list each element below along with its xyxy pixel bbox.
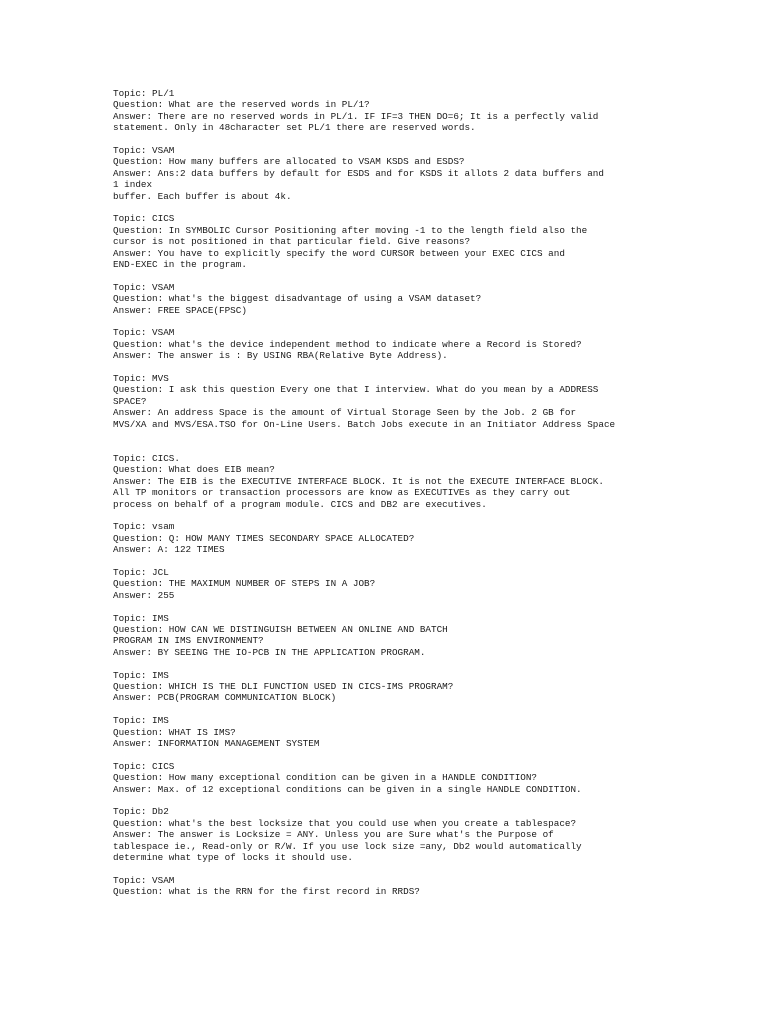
topic-line: Topic: vsam bbox=[113, 521, 175, 533]
answer-line: Answer: PCB(PROGRAM COMMUNICATION BLOCK) bbox=[113, 692, 337, 704]
question-line: Question: I ask this question Every one that I interview. What do you mean by a ADDRESS bbox=[113, 384, 599, 396]
answer-line: Answer: Max. of 12 exceptional conditions can be given in a single HANDLE CONDITION. bbox=[113, 783, 582, 795]
topic-line: Topic: IMS bbox=[113, 669, 169, 681]
question-line: Question: What does EIB mean? bbox=[113, 464, 275, 476]
topic-line: Topic: VSAM bbox=[113, 327, 175, 339]
answer-line: process on behalf of a program module. CICS and DB2 are executives. bbox=[113, 498, 487, 510]
answer-line: Answer: There are no reserved words in PL/1. IF IF=3 THEN DO=6; It is a perfectly valid bbox=[113, 110, 599, 122]
question-line: Question: What are the reserved words in PL/1? bbox=[113, 99, 370, 111]
topic-line: Topic: Db2 bbox=[113, 806, 169, 818]
question-line: Question: WHICH IS THE DLI FUNCTION USED IN CICS-IMS PROGRAM? bbox=[113, 680, 454, 692]
answer-line: Answer: The answer is : By USING RBA(Relative Byte Address). bbox=[113, 350, 448, 362]
qa-entry-vsam-secondary bbox=[113, 521, 713, 555]
answer-line: Answer: A: 122 TIMES bbox=[113, 544, 225, 556]
question-line: Question: what's the biggest disadvantage of using a VSAM dataset? bbox=[113, 293, 482, 305]
answer-line: Answer: The EIB is the EXECUTIVE INTERFACE BLOCK. It is not the EXECUTE INTERFACE BLOCK. bbox=[113, 475, 604, 487]
answer-line: buffer. Each buffer is about 4k. bbox=[113, 190, 292, 202]
topic-line: Topic: CICS. bbox=[113, 452, 180, 464]
question-line: Question: what is the RRN for the first record in RRDS? bbox=[113, 886, 420, 898]
answer-line: 1 index bbox=[113, 179, 153, 191]
qa-entry-ims-dli bbox=[113, 670, 713, 704]
qa-entry-ims-online-batch bbox=[113, 613, 713, 659]
question-line: Question: what's the device independent method to indicate where a Record is Stored? bbox=[113, 338, 582, 350]
topic-line: Topic: VSAM bbox=[113, 874, 175, 886]
qa-entry-vsam-buffers bbox=[113, 145, 713, 202]
qa-entry-cics-eib bbox=[113, 453, 713, 510]
answer-line: Answer: INFORMATION MANAGEMENT SYSTEM bbox=[113, 737, 320, 749]
answer-line: Answer: You have to explicitly specify the word CURSOR between your EXEC CICS and bbox=[113, 247, 565, 259]
qa-entry-cics-handle bbox=[113, 761, 713, 795]
question-line: SPACE? bbox=[113, 395, 147, 407]
answer-line: Answer: BY SEEING THE IO-PCB IN THE APPLICATION PROGRAM. bbox=[113, 646, 426, 658]
qa-entry-jcl-steps bbox=[113, 567, 713, 601]
question-line: Question: Q: HOW MANY TIMES SECONDARY SPACE ALLOCATED? bbox=[113, 532, 415, 544]
document-page bbox=[113, 88, 713, 909]
answer-line: determine what type of locks it should use. bbox=[113, 852, 353, 864]
answer-line: MVS/XA and MVS/ESA.TSO for On-Line Users. Batch Jobs execute in an Initiator Address Space bbox=[113, 418, 616, 430]
topic-line: Topic: VSAM bbox=[113, 281, 175, 293]
answer-line: Answer: 255 bbox=[113, 589, 175, 601]
question-line: cursor is not positioned in that particular field. Give reasons? bbox=[113, 236, 471, 248]
question-line: Question: what's the best locksize that you could use when you create a tablespace? bbox=[113, 817, 577, 829]
question-line: PROGRAM IN IMS ENVIRONMENT? bbox=[113, 635, 264, 647]
qa-entry-pl1 bbox=[113, 88, 713, 134]
topic-line: Topic: CICS bbox=[113, 213, 175, 225]
qa-entry-vsam-rba bbox=[113, 327, 713, 361]
qa-entry-mvs-address-space bbox=[113, 373, 713, 430]
qa-entry-vsam-disadvantage bbox=[113, 282, 713, 316]
answer-line: END-EXEC in the program. bbox=[113, 259, 247, 271]
question-line: Question: WHAT IS IMS? bbox=[113, 726, 236, 738]
topic-line: Topic: IMS bbox=[113, 715, 169, 727]
qa-entry-db2-locksize bbox=[113, 806, 713, 863]
answer-line: All TP monitors or transaction processors are know as EXECUTIVEs as they carry out bbox=[113, 487, 571, 499]
question-line: Question: THE MAXIMUM NUMBER OF STEPS IN A JOB? bbox=[113, 578, 376, 590]
answer-line: statement. Only in 48character set PL/1 there are reserved words. bbox=[113, 122, 476, 134]
topic-line: Topic: JCL bbox=[113, 566, 169, 578]
question-line: Question: In SYMBOLIC Cursor Positioning after moving -1 to the length field also the bbox=[113, 224, 588, 236]
topic-line: Topic: MVS bbox=[113, 373, 169, 385]
answer-line: Answer: FREE SPACE(FPSC) bbox=[113, 304, 247, 316]
answer-line: tablespace ie., Read-only or R/W. If you use lock size =any, Db2 would automatically bbox=[113, 840, 582, 852]
topic-line: Topic: IMS bbox=[113, 612, 169, 624]
answer-line: Answer: The answer is Locksize = ANY. Unless you are Sure what's the Purpose of bbox=[113, 829, 554, 841]
qa-entry-cics-cursor bbox=[113, 213, 713, 270]
answer-line: Answer: Ans:2 data buffers by default for ESDS and for KSDS it allots 2 data buffers and bbox=[113, 167, 604, 179]
qa-entry-vsam-rrn bbox=[113, 875, 713, 898]
topic-line: Topic: CICS bbox=[113, 760, 175, 772]
qa-entry-ims-what bbox=[113, 715, 713, 749]
topic-line: Topic: PL/1 bbox=[113, 88, 175, 99]
topic-line: Topic: VSAM bbox=[113, 145, 175, 157]
question-line: Question: How many buffers are allocated to VSAM KSDS and ESDS? bbox=[113, 156, 465, 168]
question-line: Question: How many exceptional condition can be given in a HANDLE CONDITION? bbox=[113, 772, 538, 784]
question-line: Question: HOW CAN WE DISTINGUISH BETWEEN AN ONLINE AND BATCH bbox=[113, 623, 448, 635]
answer-line: Answer: An address Space is the amount of Virtual Storage Seen by the Job. 2 GB for bbox=[113, 407, 577, 419]
